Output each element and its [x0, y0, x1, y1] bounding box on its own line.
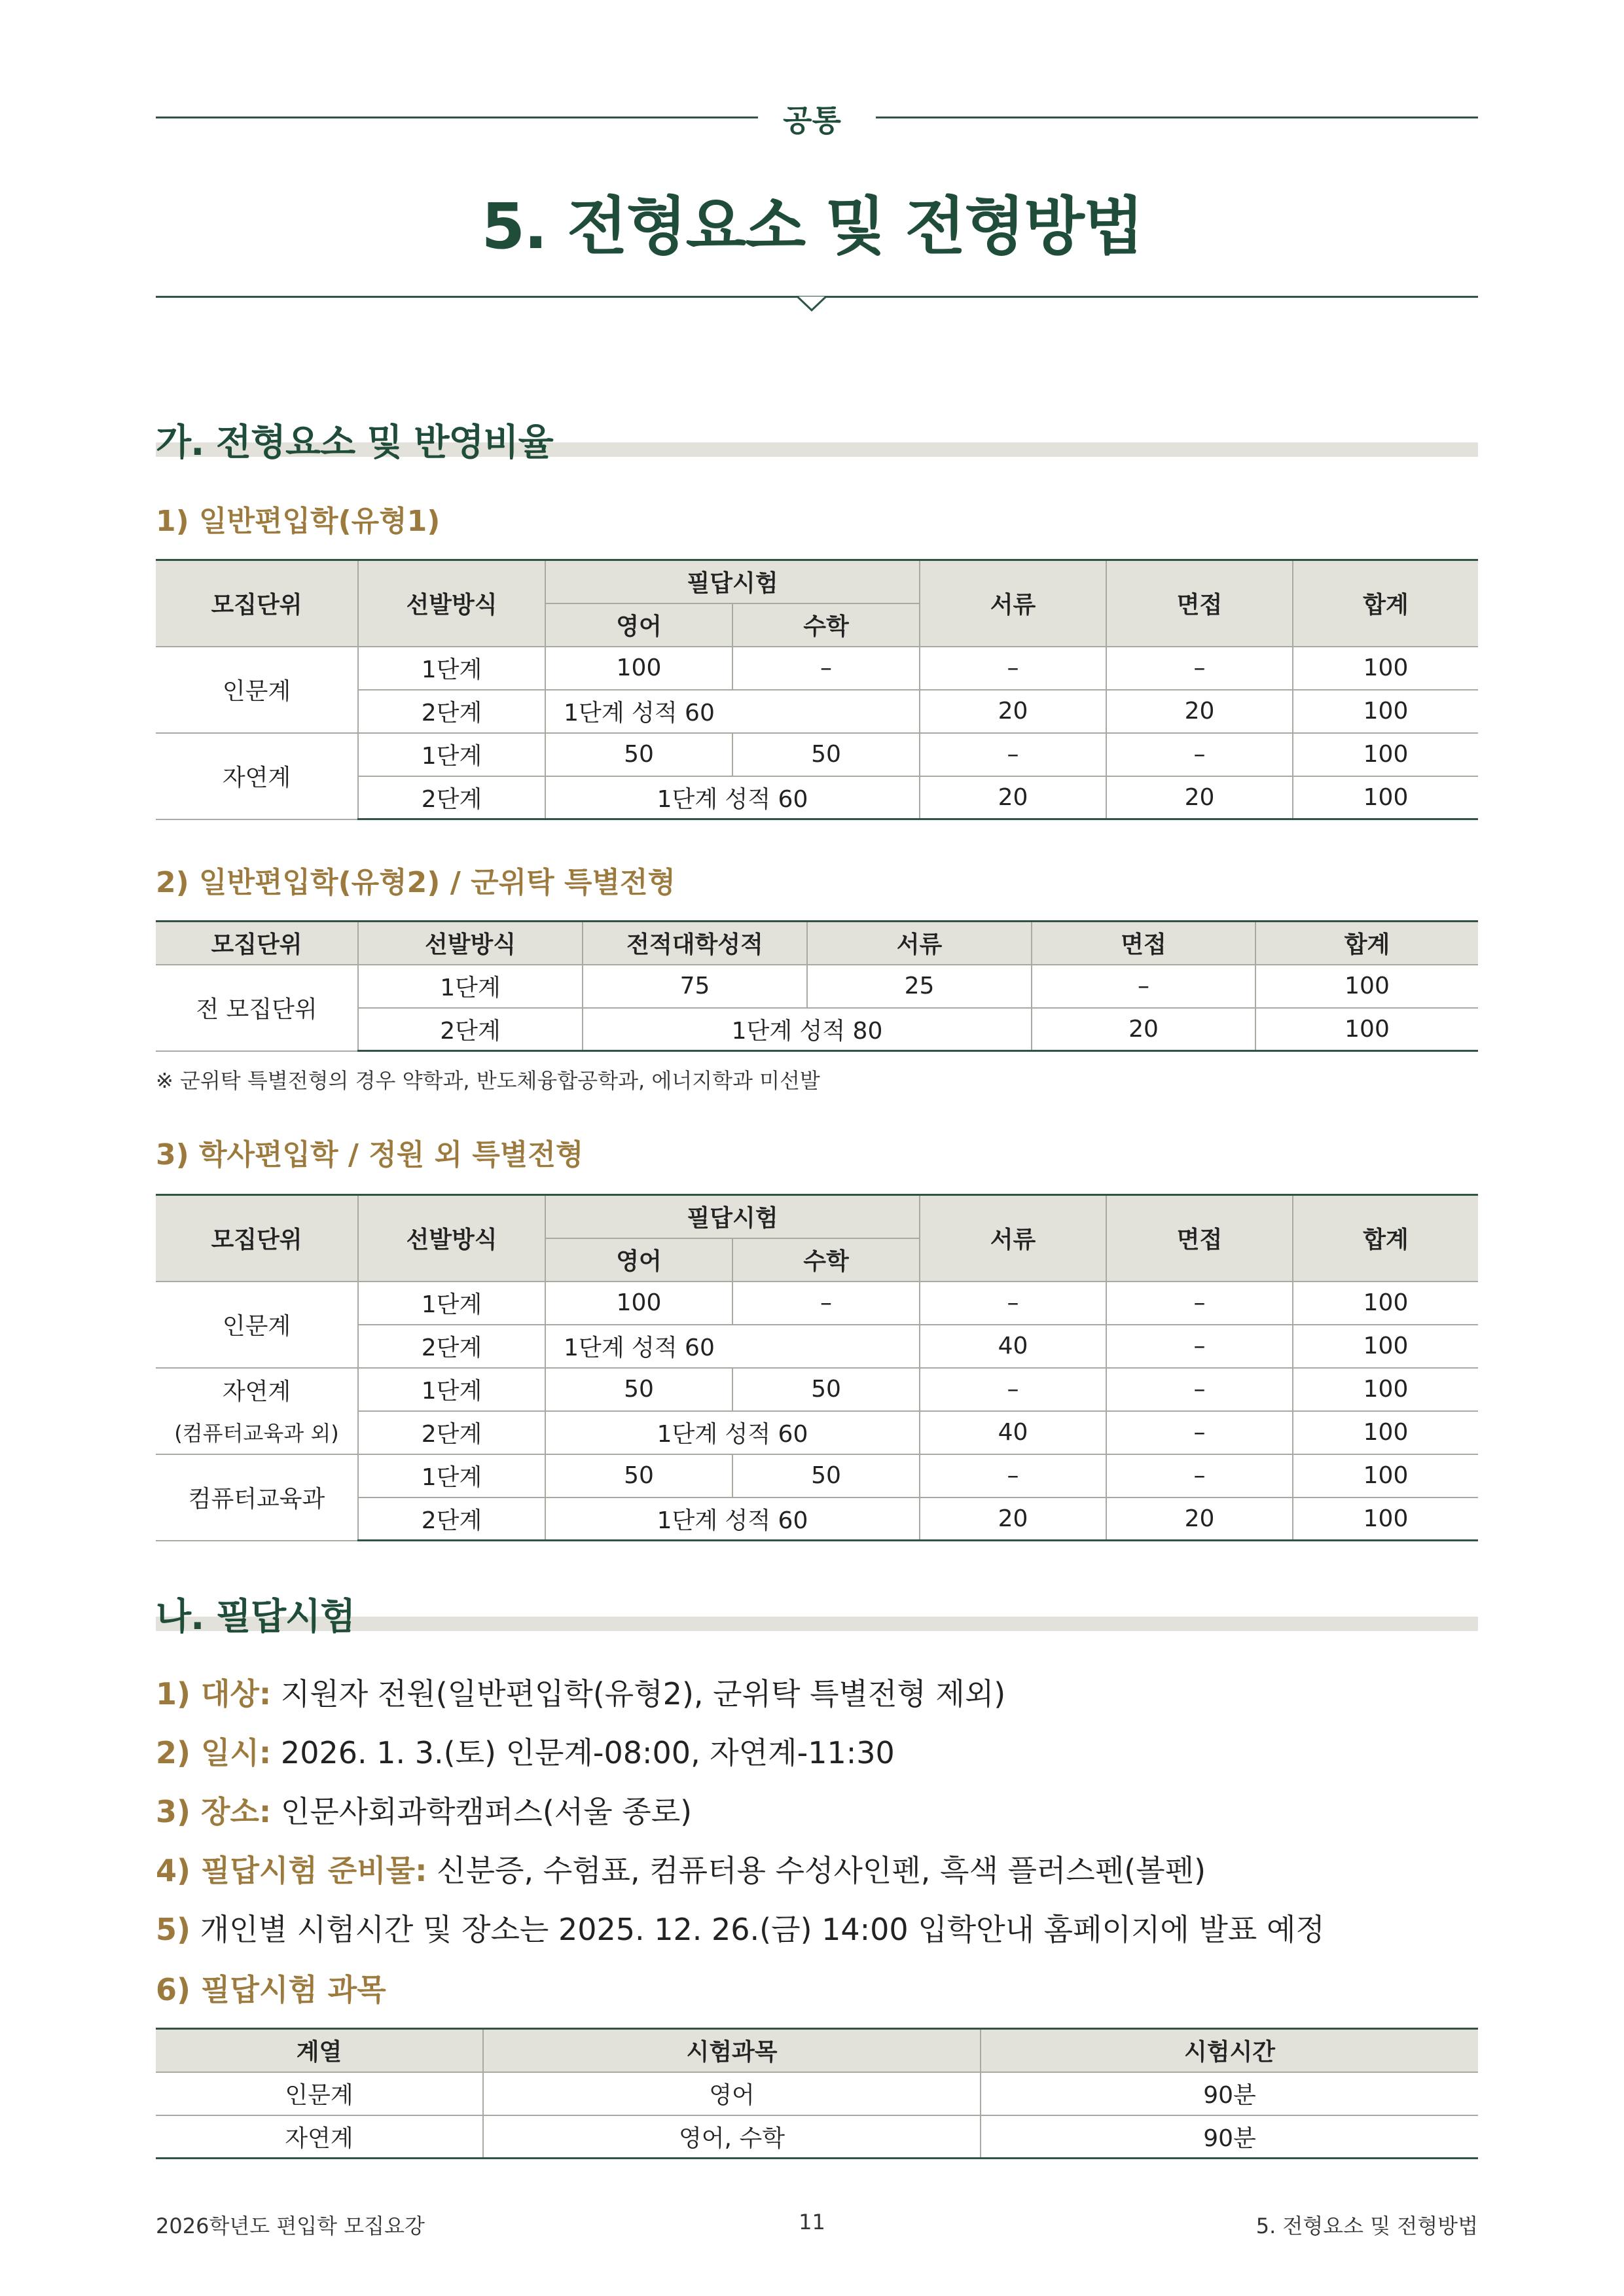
cell-method: 2단계 [358, 1498, 545, 1541]
section-heading: 나. 필답시험 [156, 1596, 355, 1638]
cell-docs: – [920, 733, 1106, 776]
cell-method: 1단계 [358, 1454, 545, 1498]
cell-math [732, 1325, 920, 1368]
header-docs: 서류 [920, 560, 1106, 647]
table-bachelor-transfer [156, 1194, 1478, 1541]
cell-interview: 20 [1106, 1498, 1293, 1541]
table-row [156, 1282, 1478, 1325]
cell-math: 50 [732, 1368, 920, 1411]
cell-merged: 1단계 성적 60 [545, 1411, 920, 1454]
cell-math: 50 [732, 1454, 920, 1498]
header-interview: 면접 [1106, 560, 1293, 647]
table-general-type2 [156, 920, 1478, 1052]
cell-math: – [732, 647, 920, 690]
cell-method: 2단계 [358, 1325, 545, 1368]
exam-info-supplies: 4) 필답시험 준비물: 신분증, 수험표, 컴퓨터용 수성사인펜, 흑색 플러스펜(볼펜) [156, 1853, 1206, 1888]
cell-docs: 20 [920, 690, 1106, 733]
header-time: 시험시간 [981, 2029, 1478, 2072]
cell-english: 100 [545, 647, 732, 690]
header-interview: 면접 [1032, 922, 1255, 965]
cell-interview: – [1106, 1454, 1293, 1498]
header-written: 필답시험 [545, 1195, 920, 1238]
cell-total: 100 [1293, 1325, 1478, 1368]
cell-method: 1단계 [358, 965, 583, 1008]
cell-merged: 1단계 성적 60 [545, 1498, 920, 1541]
exam-info-place: 3) 장소: 인문사회과학캠퍼스(서울 종로) [156, 1794, 693, 1829]
cell-interview: – [1106, 733, 1293, 776]
cell-unit-sub: (컴퓨터교육과 외) [156, 1411, 358, 1454]
cell-docs: 40 [920, 1325, 1106, 1368]
cell-field: 자연계 [156, 2115, 483, 2159]
header-method: 선발방식 [358, 1195, 545, 1282]
cell-grades: 75 [583, 965, 807, 1008]
cell-method: 1단계 [358, 733, 545, 776]
cell-merged: 1단계 성적 80 [583, 1008, 1032, 1051]
cell-english: 50 [545, 1368, 732, 1411]
cell-time: 90분 [981, 2072, 1478, 2115]
category-label: 공통 [783, 103, 841, 138]
header-docs: 서류 [920, 1195, 1106, 1282]
cell-merged: 1단계 성적 60 [545, 776, 920, 819]
cell-docs: 20 [920, 776, 1106, 819]
cell-subject: 영어 [483, 2072, 981, 2115]
header-english: 영어 [545, 1238, 732, 1282]
cell-total: 100 [1255, 1008, 1478, 1051]
cell-total: 100 [1293, 1498, 1478, 1541]
table-subtitle: 2) 일반편입학(유형2) / 군위탁 특별전형 [156, 866, 676, 899]
cell-interview: – [1032, 965, 1255, 1008]
header-total: 합계 [1255, 922, 1478, 965]
cell-total: 100 [1293, 733, 1478, 776]
cell-total: 100 [1293, 1454, 1478, 1498]
exam-info-announcement: 5) 개인별 시험시간 및 장소는 2025. 12. 26.(금) 14:00 입학안내 홈페이지에 발표 예정 [156, 1912, 1325, 1947]
cell-field: 인문계 [156, 2072, 483, 2115]
header-english: 영어 [545, 603, 732, 647]
section-heading: 가. 전형요소 및 반영비율 [156, 422, 553, 464]
cell-math: 50 [732, 733, 920, 776]
cell-subject: 영어, 수학 [483, 2115, 981, 2159]
header-grades: 전적대학성적 [583, 922, 807, 965]
cell-method: 2단계 [358, 1008, 583, 1051]
footer-doc-title: 2026학년도 편입학 모집요강 [156, 2214, 425, 2238]
table-row [156, 647, 1478, 690]
cell-method: 2단계 [358, 1411, 545, 1454]
cell-interview: – [1106, 1325, 1293, 1368]
cell-docs: – [920, 1454, 1106, 1498]
header-total: 합계 [1293, 1195, 1478, 1282]
cell-interview: – [1106, 1282, 1293, 1325]
cell-interview: 20 [1106, 690, 1293, 733]
cell-interview: – [1106, 647, 1293, 690]
title-rule-notch [797, 296, 826, 312]
table-general-type1 [156, 559, 1478, 820]
cell-math [732, 690, 920, 733]
table-exam-subjects [156, 2028, 1478, 2159]
cell-docs: – [920, 1282, 1106, 1325]
page-title: 5. 전형요소 및 전형방법 [481, 190, 1143, 263]
cell-unit: 인문계 [156, 1282, 358, 1368]
footer-section-title: 5. 전형요소 및 전형방법 [1255, 2214, 1478, 2238]
table-subtitle: 6) 필답시험 과목 [156, 1972, 386, 2007]
cell-total: 100 [1255, 965, 1478, 1008]
cell-unit: 인문계 [156, 647, 358, 733]
header-written: 필답시험 [545, 560, 920, 603]
cell-interview: – [1106, 1411, 1293, 1454]
header-math: 수학 [732, 1238, 920, 1282]
cell-method: 1단계 [358, 1368, 545, 1411]
cell-english: 50 [545, 733, 732, 776]
cell-docs: 25 [807, 965, 1032, 1008]
cell-unit: 자연계 [156, 733, 358, 819]
cell-method: 2단계 [358, 690, 545, 733]
cell-interview: – [1106, 1368, 1293, 1411]
cell-unit: 전 모집단위 [156, 965, 358, 1051]
header-math: 수학 [732, 603, 920, 647]
cell-total: 100 [1293, 776, 1478, 819]
cell-english: 50 [545, 1454, 732, 1498]
table-row [156, 1411, 1478, 1454]
cell-docs: 40 [920, 1411, 1106, 1454]
cell-unit: 컴퓨터교육과 [156, 1454, 358, 1541]
cell-time: 90분 [981, 2115, 1478, 2159]
cell-total: 100 [1293, 1368, 1478, 1411]
exam-info-target: 1) 대상: 지원자 전원(일반편입학(유형2), 군위탁 특별전형 제외) [156, 1676, 1006, 1712]
cell-total: 100 [1293, 647, 1478, 690]
table-row [156, 2115, 1478, 2159]
table-row [156, 965, 1478, 1008]
header-unit: 모집단위 [156, 560, 358, 647]
header-subject: 시험과목 [483, 2029, 981, 2072]
cell-interview: 20 [1032, 1008, 1255, 1051]
cell-interview: 20 [1106, 776, 1293, 819]
header-total: 합계 [1293, 560, 1478, 647]
footnote: ※ 군위탁 특별전형의 경우 약학과, 반도체융합공학과, 에너지학과 미선발 [156, 1068, 820, 1093]
header-interview: 면접 [1106, 1195, 1293, 1282]
table-row [156, 733, 1478, 776]
cell-docs: – [920, 647, 1106, 690]
header-unit: 모집단위 [156, 922, 358, 965]
table-row [156, 1368, 1478, 1411]
cell-total: 100 [1293, 690, 1478, 733]
cell-total: 100 [1293, 1411, 1478, 1454]
header-method: 선발방식 [358, 922, 583, 965]
cell-english: 1단계 성적 60 [545, 1325, 732, 1368]
cell-method: 1단계 [358, 647, 545, 690]
table-row [156, 2072, 1478, 2115]
header-unit: 모집단위 [156, 1195, 358, 1282]
cell-unit: 자연계 [156, 1368, 358, 1411]
header-method: 선발방식 [358, 560, 545, 647]
cell-method: 2단계 [358, 776, 545, 819]
cell-total: 100 [1293, 1282, 1478, 1325]
header-field: 계열 [156, 2029, 483, 2072]
table-subtitle: 3) 학사편입학 / 정원 외 특별전형 [156, 1138, 584, 1172]
cell-docs: – [920, 1368, 1106, 1411]
header-docs: 서류 [807, 922, 1032, 965]
cell-docs: 20 [920, 1498, 1106, 1541]
table-subtitle: 1) 일반편입학(유형1) [156, 505, 441, 538]
cell-english: 100 [545, 1282, 732, 1325]
cell-english: 1단계 성적 60 [545, 690, 732, 733]
exam-info-date: 2) 일시: 2026. 1. 3.(토) 인문계-08:00, 자연계-11:30 [156, 1735, 895, 1770]
cell-method: 1단계 [358, 1282, 545, 1325]
page-number: 11 [799, 2210, 825, 2234]
cell-math: – [732, 1282, 920, 1325]
table-row [156, 1454, 1478, 1498]
